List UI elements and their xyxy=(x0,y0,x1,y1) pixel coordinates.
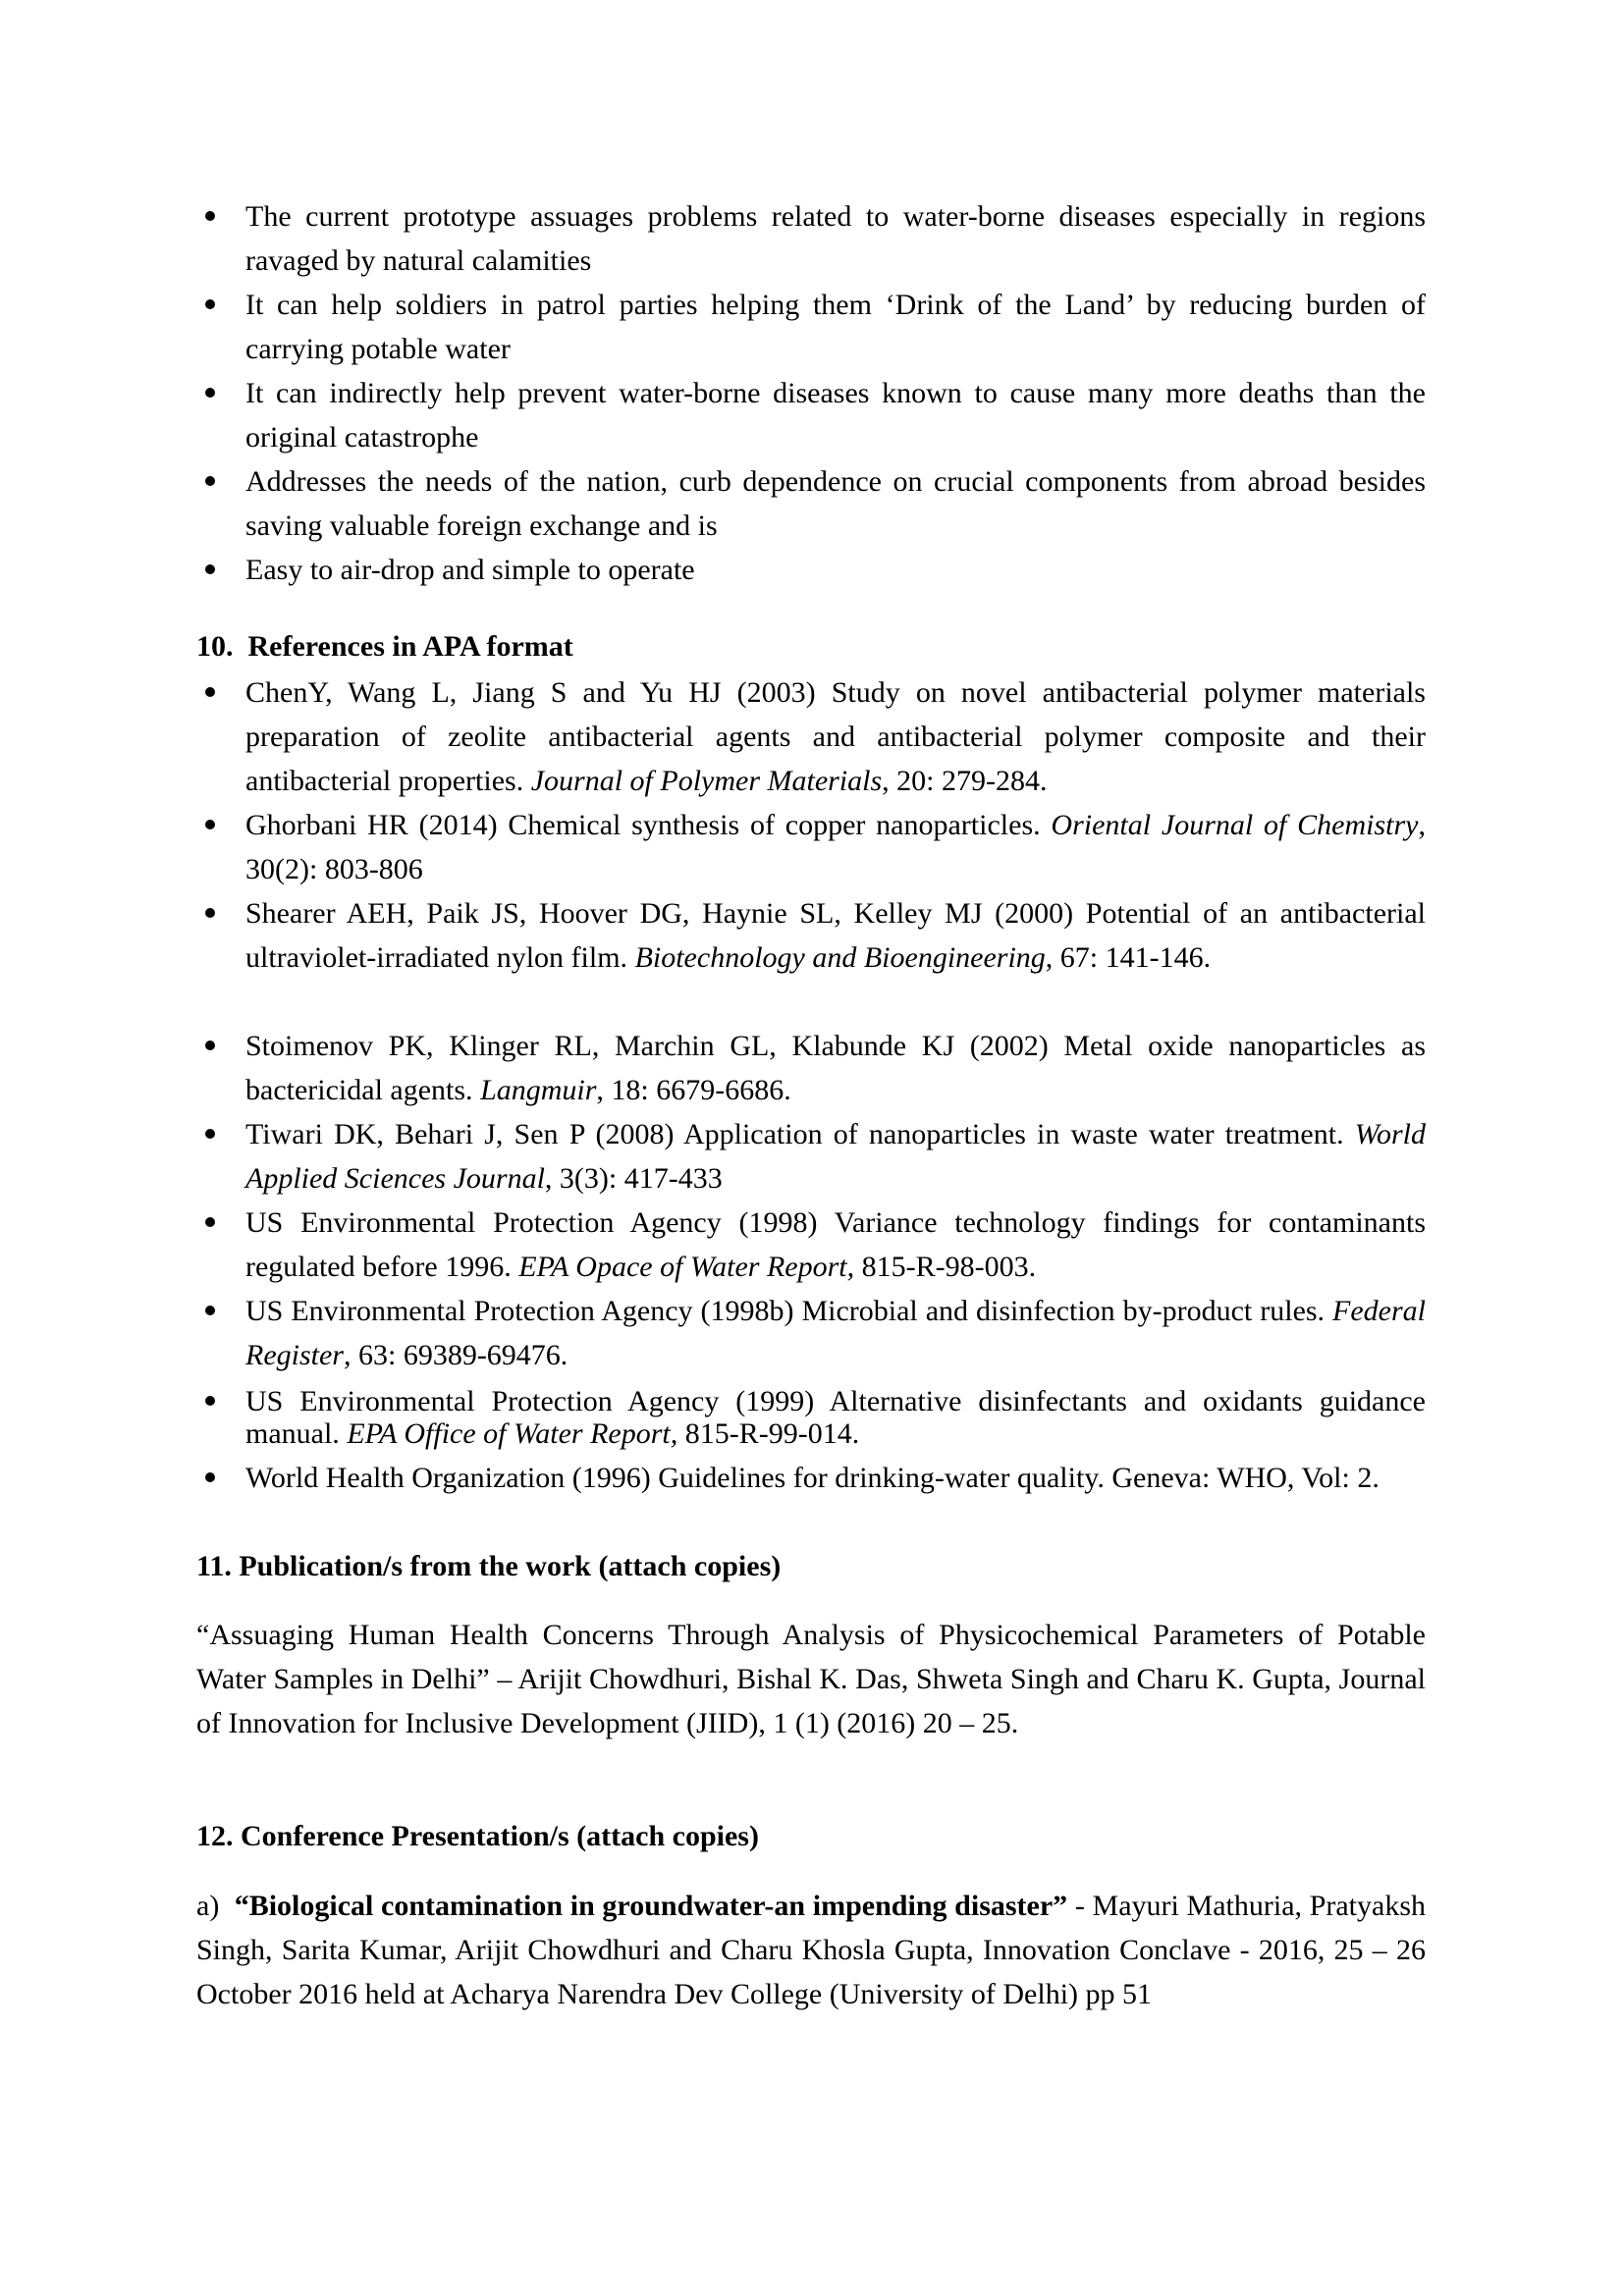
bullet-icon xyxy=(200,459,220,504)
benefit-item xyxy=(245,371,1426,459)
publication-citation: “Assuaging Human Health Concerns Through Analysis of Physicochemical Parameters of Potable Water Samples in Delhi” – Arijit Chowdhuri, Bishal K. Das, Shweta Singh and Charu K. Gupta, Journal of Innovation for Inclusive Development (JIID), 1 (1) (2016) 20 – 25. xyxy=(196,1619,1426,1739)
presentation-label: a) xyxy=(196,1890,220,1922)
reference-tail: , 3(3): 417-433 xyxy=(544,1162,723,1195)
reference-journal: EPA Opace of Water Report, xyxy=(518,1251,855,1283)
reference-tail: , 30(2): 803-806 xyxy=(245,809,1426,885)
reference-text: ChenY, Wang L, Jiang S and Yu HJ (2003) Study on novel antibacterial polymer materials preparation of zeolite antibacterial agents and antibacterial polymer composite and their antibacterial properties. xyxy=(245,676,1426,797)
benefit-text: Addresses the needs of the nation, curb dependence on crucial components from abroad besides saving valuable foreign exchange and is xyxy=(245,465,1426,542)
reference-tail: , 18: 6679-6686. xyxy=(596,1074,791,1106)
bullet-icon xyxy=(200,548,220,592)
reference-text: US Environmental Protection Agency (1999) Alternative disinfectants and oxidants guidance manual. xyxy=(245,1385,1426,1450)
reference-journal: Federal Register xyxy=(245,1295,1426,1371)
reference-tail: , 20: 279-284. xyxy=(882,765,1048,797)
reference-tail: , 63: 69389-69476. xyxy=(343,1339,568,1371)
reference-text: World Health Organization (1996) Guidelines for drinking-water quality. Geneva: WHO, Vol: 2. xyxy=(245,1462,1380,1494)
bullet-icon xyxy=(200,283,220,327)
bullet-icon xyxy=(200,803,220,847)
section-10-heading xyxy=(196,624,1426,668)
reference-item xyxy=(245,670,1426,803)
reference-text: Tiwari DK, Behari J, Sen P (2008) Application of nanoparticles in waste water treatment. xyxy=(245,1118,1355,1150)
reference-text: Stoimenov PK, Klinger RL, Marchin GL, Klabunde KJ (2002) Metal oxide nanoparticles as bactericidal agents. xyxy=(245,1030,1426,1106)
reference-item xyxy=(245,803,1426,891)
reference-item xyxy=(245,1385,1426,1450)
reference-text: US Environmental Protection Agency (1998) Variance technology findings for contaminants regulated before 1996. xyxy=(245,1206,1426,1283)
reference-journal: World Applied Sciences Journal xyxy=(245,1118,1426,1195)
reference-text: Shearer AEH, Paik JS, Hoover DG, Haynie SL, Kelley MJ (2000) Potential of an antibacterial ultraviolet-irradiated nylon film. xyxy=(245,897,1426,974)
reference-item xyxy=(245,1289,1426,1377)
benefit-item xyxy=(245,283,1426,371)
reference-journal: Biotechnology and Bioengineering xyxy=(634,941,1046,974)
benefit-item xyxy=(245,548,1426,592)
reference-item xyxy=(245,1112,1426,1201)
reference-journal: Journal of Polymer Materials xyxy=(530,765,883,797)
reference-item xyxy=(245,891,1426,980)
reference-text: US Environmental Protection Agency (1998b) Microbial and disinfection by-product rules. xyxy=(245,1295,1333,1327)
section-10-title: References in APA format xyxy=(247,630,573,663)
reference-journal: Oriental Journal of Chemistry xyxy=(1051,809,1419,841)
bullet-icon xyxy=(200,194,220,239)
conference-presentation xyxy=(196,1884,1426,2016)
benefit-text: The current prototype assuages problems related to water-borne diseases especially in regions ravaged by natural calamities xyxy=(245,200,1426,277)
section-11-heading: 11. Publication/s from the work (attach copies) xyxy=(196,1550,782,1582)
bullet-icon xyxy=(200,1385,220,1417)
reference-tail: 815-R-98-003. xyxy=(854,1251,1037,1283)
presentation-details: - Mayuri Mathuria, Pratyaksh Singh, Sarita Kumar, Arijit Chowdhuri and Charu Khosla Gupta, Innovation Conclave - 2016, 25 – 26 October 2016 held at Acharya Narendra Dev College (University of Delhi) pp 51 xyxy=(196,1890,1427,2010)
benefit-item xyxy=(245,459,1426,548)
reference-text: Ghorbani HR (2014) Chemical synthesis of copper nanoparticles. xyxy=(245,809,1052,841)
benefit-text: Easy to air-drop and simple to operate xyxy=(245,554,695,586)
bullet-icon xyxy=(200,1201,220,1245)
bullet-icon xyxy=(200,670,220,715)
reference-journal: Langmuir xyxy=(480,1074,597,1106)
reference-journal: EPA Office of Water Report, xyxy=(347,1417,678,1450)
presentation-title: “Biological contamination in groundwater-an impending disaster” xyxy=(234,1890,1068,1922)
reference-tail: 815-R-99-014. xyxy=(677,1417,860,1450)
bullet-icon xyxy=(200,1289,220,1333)
reference-item xyxy=(245,1201,1426,1289)
reference-item xyxy=(245,1024,1426,1112)
reference-item xyxy=(245,1456,1426,1500)
benefit-text: It can indirectly help prevent water-borne diseases known to cause many more deaths than the original catastrophe xyxy=(245,377,1426,454)
section-12-heading: 12. Conference Presentation/s (attach copies) xyxy=(196,1820,759,1852)
bullet-icon xyxy=(200,1456,220,1500)
bullet-icon xyxy=(200,371,220,415)
benefit-item xyxy=(245,194,1426,283)
section-10-number: 10. xyxy=(196,630,234,663)
bullet-icon xyxy=(200,891,220,935)
benefit-text: It can help soldiers in patrol parties helping them ‘Drink of the Land’ by reducing burden of carrying potable water xyxy=(245,289,1426,365)
reference-tail: , 67: 141-146. xyxy=(1045,941,1212,974)
bullet-icon xyxy=(200,1024,220,1068)
bullet-icon xyxy=(200,1112,220,1156)
